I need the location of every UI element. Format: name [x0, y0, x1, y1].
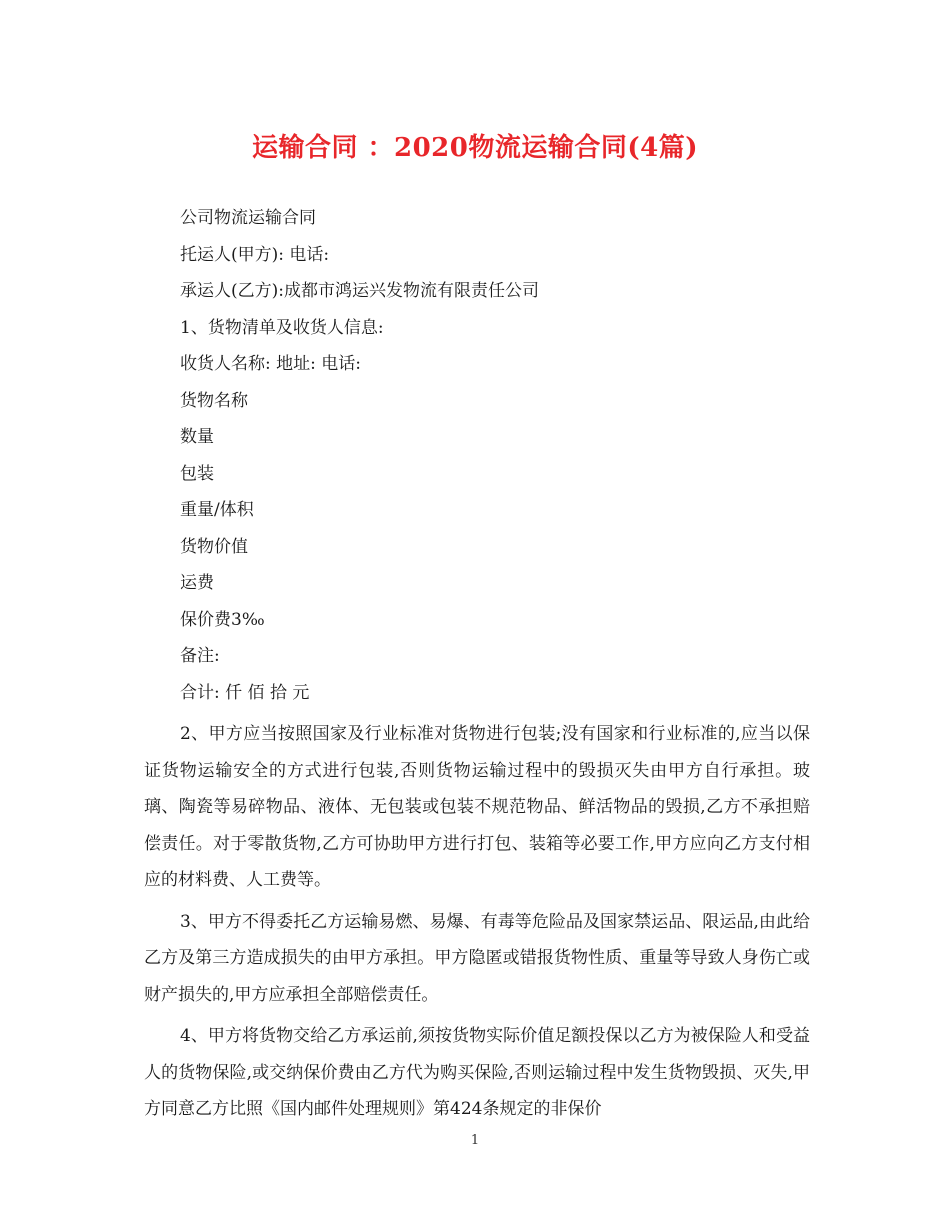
freight-line: 运费 [180, 573, 214, 593]
contract-heading: 公司物流运输合同 [180, 208, 316, 228]
page-number: 1 [470, 1133, 480, 1148]
cargo-list-heading: 1、货物清单及收货人信息: [180, 317, 384, 338]
clause-3-paragraph: 3、甲方不得委托乙方运输易燃、易爆、有毒等危险品及国家禁运品、限运品,由此给乙方及第三方造成损失的由甲方承担。甲方隐匿或错报货物性质、重量等导致人身伤亡或财产损失的,甲方应承担全部赔偿责任。 [144, 911, 810, 1005]
document-title: 运输合同 ：2020物流运输合同(4篇) [251, 133, 699, 163]
consignee-line: 收货人名称: 地址: 电话: [180, 354, 361, 374]
cargo-value-line: 货物价值 [180, 536, 248, 557]
shipper-line: 托运人(甲方): 电话: [180, 244, 330, 265]
carrier-line: 承运人(乙方):成都市鸿运兴发物流有限责任公司 [180, 281, 539, 301]
clause-2-paragraph: 2、甲方应当按照国家及行业标准对货物进行包装;没有国家和行业标准的,应当以保证货物运输安全的方式进行包装,否则货物运输过程中的毁损灭失由甲方自行承担。玻璃、陶瓷等易碎物品、液体、无包装或包装不规范物品、鲜活物品的毁损,乙方不承担赔偿责任。对于零散货物,乙方可协助甲方进行打包、装箱等必要工作,甲方应向乙方支付相应的材料费、人工费等。 [144, 724, 810, 890]
weight-volume-line: 重量/体积 [180, 500, 254, 520]
cargo-name-line: 货物名称 [180, 390, 248, 411]
clause-4-paragraph: 4、甲方将货物交给乙方承运前,须按货物实际价值足额投保以乙方为被保险人和受益人的货物保险,或交纳保价费由乙方代为购买保险,否则运输过程中发生货物毁损、灭失,甲方同意乙方比照《国内邮件处理规则》第424条规定的非保价 [144, 1026, 810, 1119]
remarks-line: 备注: [180, 646, 220, 666]
document-body [144, 200, 810, 1128]
total-line: 合计: 仟 佰 拾 元 [180, 682, 310, 703]
insurance-fee-line: 保价费3‰ [180, 609, 265, 630]
packaging-line: 包装 [180, 463, 214, 484]
quantity-line: 数量 [180, 427, 214, 447]
